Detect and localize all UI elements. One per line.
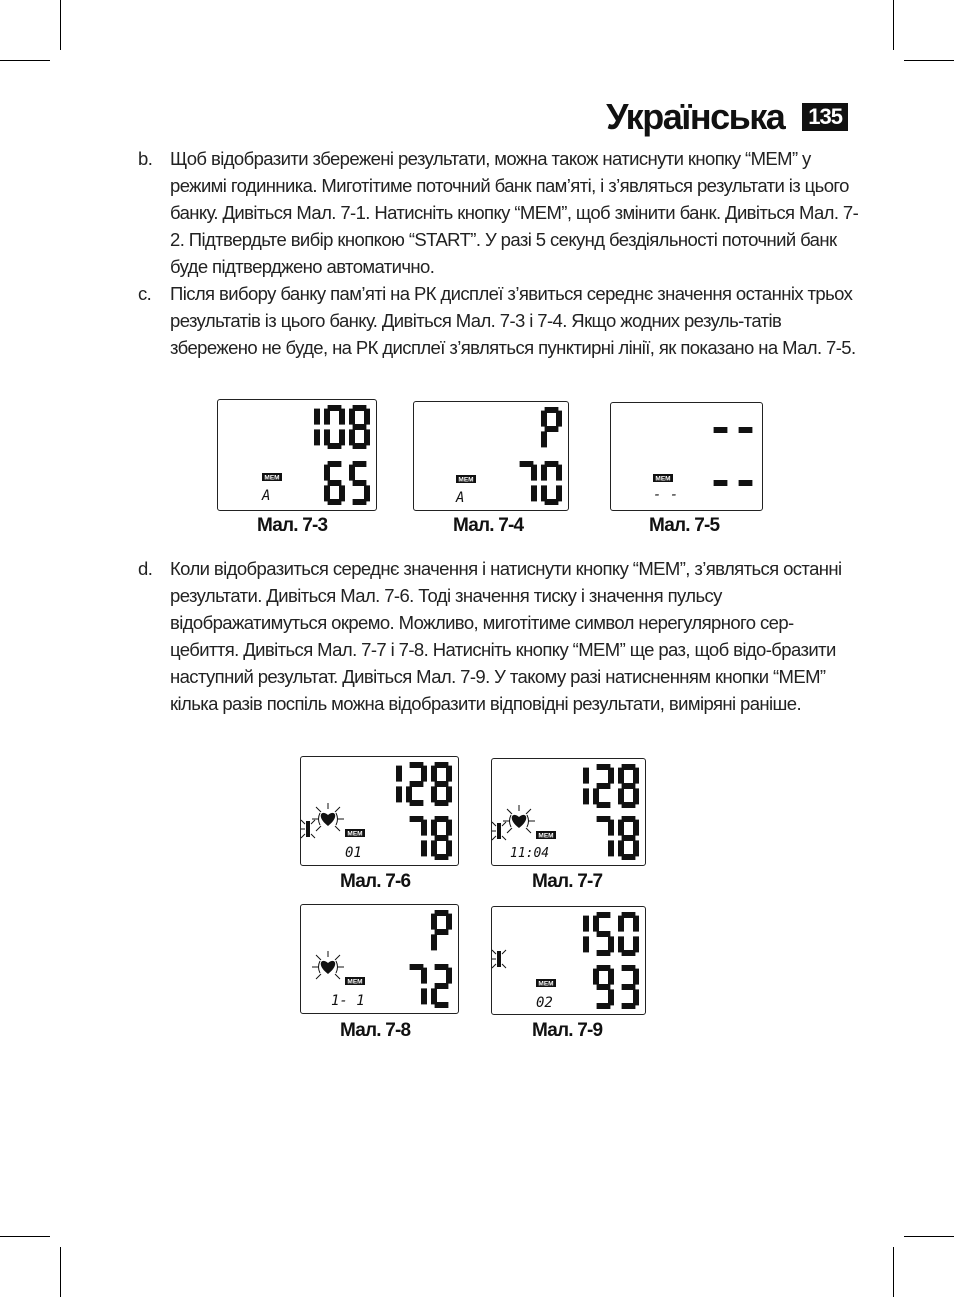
svg-text:MEM: MEM [538, 832, 554, 840]
figure-caption: Мал. 7-9 [532, 1020, 603, 1041]
lcd-figure-7-5 [610, 402, 763, 511]
systolic-readout [541, 407, 562, 447]
lcd-sub-readout: 02 [536, 995, 553, 1011]
list-marker: b. [138, 148, 153, 169]
crop-mark [893, 1247, 894, 1297]
diastolic-readout [520, 461, 562, 505]
svg-text:MEM: MEM [538, 980, 554, 988]
lcd-figure-7-6 [300, 756, 459, 866]
lcd-sub-readout: 01 [345, 845, 362, 861]
mem-indicator [536, 979, 556, 988]
mem-indicator [456, 475, 476, 484]
systolic-readout [396, 762, 452, 806]
heart-icon [503, 805, 535, 833]
diastolic-readout [410, 816, 452, 860]
lcd-sub-readout: - - [653, 487, 679, 503]
systolic-readout [314, 405, 370, 449]
page-title: Українська [606, 96, 785, 137]
systolic-readout [583, 912, 639, 956]
crop-mark [904, 60, 954, 61]
diastolic-readout [410, 964, 452, 1008]
diastolic-readout [597, 816, 639, 860]
paragraph-d [138, 555, 860, 717]
crop-mark [60, 0, 61, 50]
lcd-sub-readout: A [456, 490, 465, 506]
crop-mark [904, 1236, 954, 1237]
paragraph-text: Щоб відобразити збережені результати, можна також натиснути кнопку “MEM” у режимі годинника. Миготітиме поточний банк пам’яті, і з’являться результати із цього банку. Дивіться Мал. 7-1. Натисніть кнопку “MEM”, щоб змінити банк. Дивіться Мал. 7-2. Підтвердьте вибір кнопкою “START”. У разі 5 секунд бездіяльності поточний банк буде підтверджено автоматично. [170, 148, 859, 277]
figure-caption: Мал. 7-5 [649, 515, 720, 536]
lcd-figure-7-4 [413, 401, 569, 511]
paragraph-text: Після вибору банку пам’яті на РК дисплеї з’явиться середнє значення останніх трьох результатів із цього банку. Дивіться Мал. 7-3 і 7-4. Якщо жодних резуль-татів збережено не буде, на РК дисплеї з’являться пунктирні лінії, як показано на Мал. 7-5. [170, 283, 856, 358]
svg-text:MEM: MEM [347, 830, 363, 838]
movement-indicator-icon [492, 950, 506, 968]
svg-text:MEM: MEM [458, 476, 474, 484]
lcd-figure-7-7 [491, 758, 646, 866]
mem-indicator [345, 977, 365, 986]
mem-indicator [653, 474, 673, 483]
movement-indicator-icon [301, 820, 315, 838]
diastolic-readout [593, 965, 639, 1009]
figure-caption: Мал. 7-6 [340, 871, 411, 892]
lcd-display [611, 403, 762, 510]
svg-text:MEM: MEM [264, 474, 280, 482]
list-marker: c. [138, 283, 152, 304]
diastolic-readout [714, 480, 753, 486]
lcd-figure-7-3 [217, 399, 377, 511]
figure-caption: Мал. 7-3 [257, 515, 328, 536]
crop-mark [893, 0, 894, 50]
lcd-sub-readout: 1- 1 [331, 993, 365, 1009]
mem-indicator [536, 831, 556, 840]
movement-indicator-icon [492, 822, 506, 840]
heart-icon [312, 803, 344, 831]
lcd-figure-7-8 [300, 904, 459, 1014]
figure-caption: Мал. 7-4 [453, 515, 524, 536]
crop-mark [0, 1236, 50, 1237]
heart-icon [312, 951, 344, 979]
crop-mark [0, 60, 50, 61]
lcd-display [492, 907, 645, 1014]
mem-indicator [345, 829, 365, 838]
systolic-readout [714, 427, 753, 433]
lcd-sub-readout: 11:04 [510, 846, 550, 861]
list-marker: d. [138, 558, 153, 579]
lcd-display [301, 757, 458, 865]
lcd-display [492, 759, 645, 865]
systolic-readout [431, 910, 452, 950]
mem-indicator [262, 473, 282, 482]
svg-text:MEM: MEM [347, 978, 363, 986]
lcd-display [218, 400, 376, 510]
lcd-figure-7-9 [491, 906, 646, 1015]
figure-caption: Мал. 7-8 [340, 1020, 411, 1041]
svg-text:MEM: MEM [655, 475, 671, 483]
paragraph-c [138, 280, 860, 361]
lcd-sub-readout: A [262, 488, 271, 504]
diastolic-readout [324, 461, 370, 505]
page-header [606, 96, 848, 138]
systolic-readout [583, 764, 639, 808]
paragraph-b [138, 145, 860, 280]
lcd-display [301, 905, 458, 1013]
lcd-display [414, 402, 568, 510]
paragraph-text: Коли відобразиться середнє значення і натиснути кнопку “MEM”, з’являться останні результати. Дивіться Мал. 7-6. Тоді значення тиску і значення пульсу відображатимуться окремо. Можливо, миготітиме символ нерегулярного сер-цебиття. Дивіться Мал. 7-7 і 7-8. Натисніть кнопку “MEM” ще раз, щоб відо-бразити наступний результат. Дивіться Мал. 7-9. У такому разі натисненням кнопки “MEM” кілька разів поспіль можна відобразити відповідні результати, виміряні раніше. [170, 558, 842, 714]
figure-caption: Мал. 7-7 [532, 871, 603, 892]
crop-mark [60, 1247, 61, 1297]
page-number: 135 [802, 103, 848, 131]
